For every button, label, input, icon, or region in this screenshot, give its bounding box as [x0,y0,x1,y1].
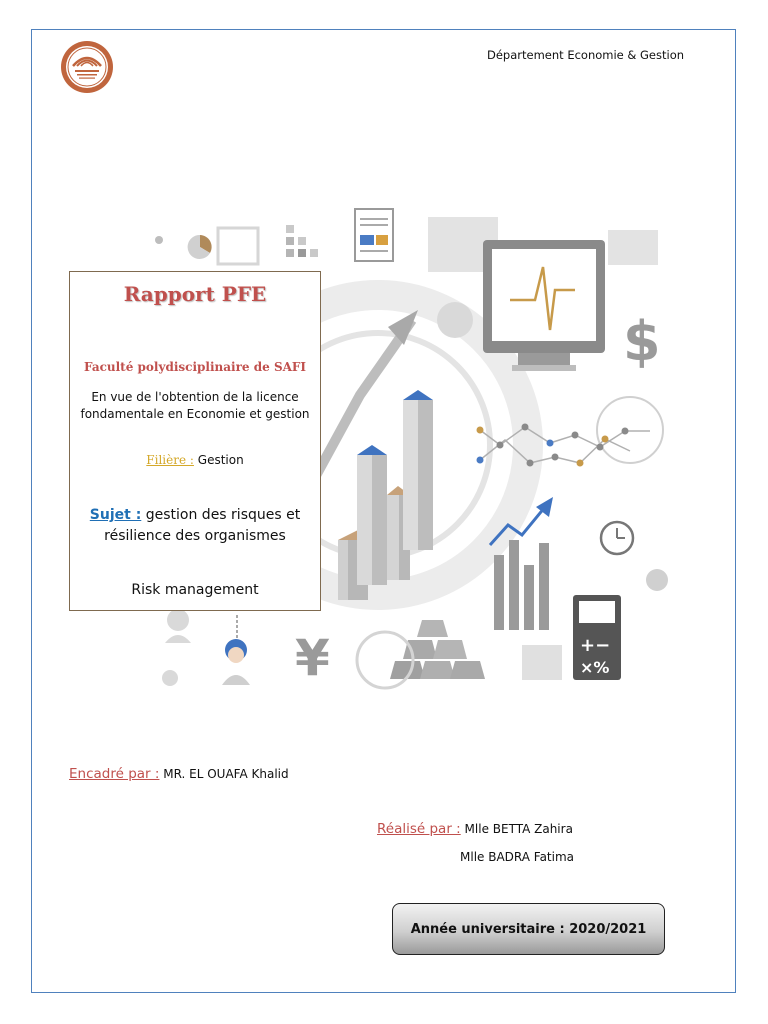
authors-label: Réalisé par : [377,821,461,837]
author-2: Mlle BADRA Fatima [460,850,575,864]
subject-value: gestion des risques et résilience des organismes [104,507,301,544]
subject-label: Sujet : [89,507,142,523]
svg-text:×%: ×% [580,658,610,677]
svg-text:+−: +− [580,635,611,656]
degree-purpose: En vue de l'obtention de la licence fondamentale en Economie et gestion [80,390,310,421]
supervisor-label: Encadré par : [69,766,160,782]
subject-line [80,505,310,547]
department-name: Département Economie & Gestion [487,48,685,62]
author-1: Mlle BETTA Zahira [464,822,573,836]
faculty-name: Faculté polydisciplinaire de SAFI [83,360,307,374]
title-box [69,271,321,611]
supervisor-line [69,766,289,782]
university-logo-icon [58,40,116,94]
report-title: Rapport PFE [123,282,267,306]
filiere-label: Filière : [146,453,194,467]
academic-year-box: Année universitaire : 2020/2021 [392,903,665,955]
topic-risk-management: Risk management [131,582,259,598]
filiere-value: Gestion [197,453,244,467]
svg-text:$: $ [623,310,661,373]
supervisor-name: MR. EL OUAFA Khalid [163,767,289,781]
svg-text:¥: ¥ [295,629,330,687]
filiere-line [70,453,320,467]
authors-line [377,821,573,837]
